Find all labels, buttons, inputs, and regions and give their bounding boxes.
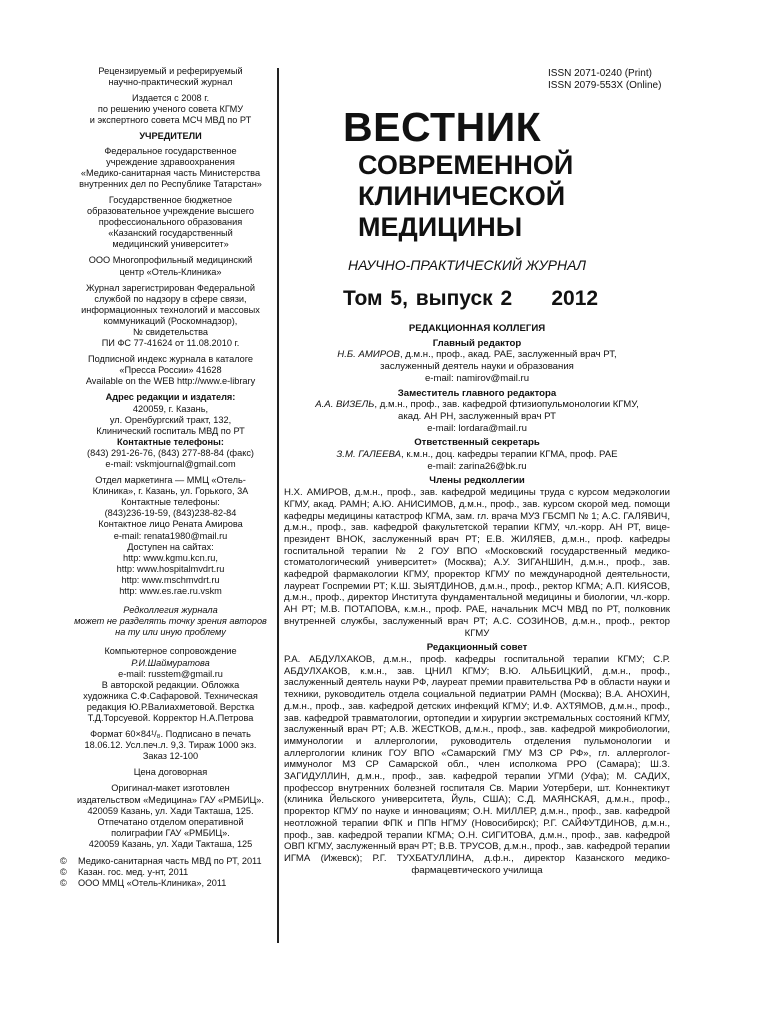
subscription: Подписной индекс журнала в каталоге «Пресса России» 41628 Available on the WEB http://www.e-library xyxy=(85,354,256,387)
disclaimer: Редколлегия журнала может не разделять точку зрения авторов на ту или иную проблему xyxy=(74,605,267,638)
founders-title: УЧРЕДИТЕЛИ xyxy=(139,131,202,142)
journal-title-main: ВЕСТНИК xyxy=(343,104,542,150)
copyrights xyxy=(60,856,283,889)
board-title: РЕДАКЦИОННАЯ КОЛЛЕГИЯ xyxy=(408,323,546,334)
members-list: Н.Х. АМИРОВ, д.м.н., проф., зав. кафедрой медицины труда с курсом медэкологии КГМУ, акад. РАМН; А.Ю. АНИСИМОВ, д.м.н., проф., зав. курсом скорой мед. помощи кафедры медицины катастроф КГМА, зам. гл. врача МУЗ ГБСМП № 1; А.С. ГАЛЯВИЧ, д.м.н., проф., зав. кафедрой факультетской терапии КГМУ, чл.-корр. АН РТ, вице-президент ВНОК, заслуженный врач РТ; Е.В. ЖИЛЯЕВ, д.м.н., проф. кафедры госпитальной терапии № 2 ГОУ ВПО «Московский государственный медико-стоматологический университет» (Москва); А.У. ЗИГАНШИН, д.м.н., проф., зав. кафедрой фармакологии КГМУ, проректор КГМУ по международной деятельности, лауреат Госпремии РТ; К.Ш. ЗЫЯТДИНОВ, д.м.н., проф., ректор КГМА; А.П. КИЯСОВ, д.м.н., проф., директор Института фундаментальной медицины и биологии, чл.-корр. АН РТ; М.В. ПОТАПОВА, к.м.н., проф. РАЕ, начальник МСЧ МВД по РТ, полковник внутренней службы, заслуженный врач РТ; А.С. СОЗИНОВ, д.м.н., проф., ректор КГМУ xyxy=(284,487,670,639)
deputy-email: e-mail: lordara@mail.ru xyxy=(427,422,527,434)
column-divider xyxy=(277,68,279,943)
address-title: Адрес редакции и издателя: xyxy=(105,392,236,403)
left-sidebar xyxy=(58,66,283,889)
phones-title: Контактные телефоны: xyxy=(117,436,224,447)
council-title: Редакционный совет xyxy=(426,642,528,654)
price: Цена договорная xyxy=(133,767,208,778)
founder-3: ООО Многопрофильный медицинский центр «Отель-Клиника» xyxy=(88,255,253,277)
copyright-item: © Медико-санитарная часть МВД по РТ, 2011 xyxy=(60,856,262,866)
volume-issue: Том 5, выпуск 2 2012 xyxy=(343,287,599,310)
journal-subtitle: НАУЧНО-ПРАКТИЧЕСКИЙ ЖУРНАЛ xyxy=(348,257,586,273)
registration: Журнал зарегистрирован Федеральной службой по надзору в сфере связи, информационных технологий и массовых коммуникаций (Роскомнадзор), № свидетельства ПИ ФС 77-41624 от 11.08.2010 г. xyxy=(81,282,260,349)
printing-info: Оригинал-макет изготовлен издательством «Медицина» ГАУ «РМБИЦ». 420059 Казань, ул. Хади Такташа, 125. Отпечатано отделом оперативной полиграфии ГАУ «РМБИЦ». 420059 Казань, ул. Хади Такташа, 125 xyxy=(77,783,264,849)
published-since: Издается с 2008 г. по решению ученого совета КГМУ и экспертного совета МСЧ МВД по РТ xyxy=(89,93,252,126)
editorial-board: РЕДАКЦИОННАЯ КОЛЛЕГИЯ Главный редактор Н.Б. АМИРОВ, д.м.н., проф., акад. РАЕ, заслуженный врач РТ, заслуженный деятель науки и образования e-mail: namirov@mail.ru Заместитель главного редактора А.А. ВИЗЕЛЬ, д.м.н., проф., зав. кафедрой фтизиопульмонологии КГМУ, акад. АН РН, заслуженный врач РТ e-mail: lordara@mail.ru Ответственный секретарь З.М. ГАЛЕЕВА, к.м.н., доц. кафедры терапии КГМА, проф. РАЕ e-mail: zarina26@bk.ru Члены редколлегии Н.Х. АМИРОВ, д.м.н., проф., зав. кафедрой медицины труда с курсом медэкологии КГМУ, акад. РАМН; А.Ю. АНИСИМОВ, д.м.н., проф., зав. курсом скорой мед. помощи кафедры медицины катастроф КГМА, зам. гл. врача МУЗ ГБСМП № 1; А.С. ГАЛЯВИЧ, д.м.н., проф., зав. кафедрой факультетской терапии КГМУ, чл.-корр. АН РТ, вице-президент ВНОК, заслуженный врач РТ; Е.В. ЖИЛЯЕВ, д.м.н., проф. кафедры госпитальной терапии № 2 ГОУ ВПО «Московский государственный медико-стоматологический университет» (Москва); А.У. ЗИГАНШИН, д.м.н., проф., зав. кафедрой фармакологии КГМУ, проректор КГМУ по международной деятельности, лауреат Госпремии РТ; К.Ш. ЗЫЯТДИНОВ, д.м.н., проф., ректор КГМА; А.П. КИЯСОВ, д.м.н., проф., директор Института фундаментальной медицины и биологии, чл.-корр. АН РТ; М.В. ПОТАПОВА, к.м.н., проф. РАЕ, начальник МСЧ МВД по РТ, полковник внутренней службы, заслуженный врач РТ; А.С. СОЗИНОВ, д.м.н., проф., ректор КГМУ Редакционный совет Р.А. АБДУЛХАКОВ, д.м.н., проф. кафедры госпитальной терапии КГМУ; С.Р. АБДУЛХАКОВ, к.м.н., зав. ЦНИЛ КГМУ; В.Ю. АЛЬБИЦКИЙ, д.м.н., проф., заслуженный деятель науки РФ, лауреат премии правительства РФ в области науки и техники, руководитель отдела социальной педиатрии РАМН (Москва); В.А. АНОХИН, д.м.н., проф., зав. кафедрой детских инфекций КГМУ; И.Ф. АХТЯМОВ, д.м.н., проф., зав. кафедрой травматологии, ортопедии и хирургии экстремальных состояний КГМУ, заслуженный врач РТ; А.В. ЖЕСТКОВ, д.м.н., проф., зав. кафедрой микробиологии, иммунологии и аллергологии, руководитель отделения пульмонологии и аллергологии клиник ГОУ ВПО «Самарский ГМУ МЗ СР РФ», гл. аллерголог-иммунолог МЗ СР Самарской обл., член исполкома РРО (Самара); Ш.З. ЗАГИДУЛЛИН, д.м.н., проф., зав. кафедрой терапии УГМИ (Уфа); М. САДИХ, профессор внутренних болезней госпиталя Св. Марии Уотербери, шт. Коннектикут (клиника Йельского университета, Йуль, США); С.Д. МАЯНСКАЯ, д.м.н., проф., проректор КГМУ по науке и инновациям; О.Н. МИЛЛЕР, д.м.н., проф., зав. кафедрой неотложной терапии ФПК и ППв НГМУ (Новосибирск); Р.Г. САЙФУТДИНОВ, д.м.н., проф., зав. кафедрой терапии КГМА; О.Н. СИГИТОВА, д.м.н., проф., зав. кафедрой ОВП КГМУ, заслуженный врач РТ; В.В. ТРУСОВ, д.м.н., проф., зав. кафедрой терапии ИГМА (Ижевск); Р.Г. ТУХБАТУЛЛИНА, д.ф.н., директор Казанского медико-фармацевтического училища xyxy=(284,323,670,876)
copyright-item: © Казан. гос. мед. у-нт, 2011 xyxy=(60,867,189,878)
deputy-editor: А.А. ВИЗЕЛЬ, д.м.н., проф., зав. кафедрой фтизиопульмонологии КГМУ, xyxy=(315,399,639,411)
members-title: Члены редколлегии xyxy=(429,475,525,487)
journal-title-sub: СОВРЕМЕННОЙ КЛИНИЧЕСКОЙ МЕДИЦИНЫ xyxy=(358,150,574,242)
deputy-editor-title: Заместитель главного редактора xyxy=(397,387,557,399)
secretary-email: e-mail: zarina26@bk.ru xyxy=(427,460,527,472)
sites-title: Доступен на сайтах: xyxy=(127,541,214,552)
address: Адрес редакции и издателя: 420059, г. Казань, ул. Оренбургский тракт, 132, Клинический госпиталь МВД по РТ Контактные телефоны: (843) 291-26-76, (843) 277-88-84 (факс) e-mail: vskmjournal@gmail.com xyxy=(87,392,254,469)
journal-intro: Рецензируемый и реферируемый научно-практический журнал xyxy=(98,66,243,88)
secretary: З.М. ГАЛЕЕВА, к.м.н., доц. кафедры терапии КГМА, проф. РАЕ xyxy=(336,449,618,461)
print-format: Формат 60×84¹/₈. Подписано в печать 18.06.12. Усл.печ.л. 9,3. Тираж 1000 экз. Заказ 12-100 xyxy=(84,729,257,762)
founder-1: Федеральное государственное учреждение здравоохранения «Медико-санитарная часть Министерства внутренних дел по Республике Татарстан» xyxy=(79,145,262,189)
marketing: Отдел маркетинга — ММЦ «Отель- Клиника», г. Казань, ул. Горького, 3А Контактные телефоны: (843)236-19-59, (843)238-82-84 Контактное лицо Рената Амирова e-mail: renata1980@mail.ru Доступен на сайтах: http: www.kgmu.kcn.ru, http: www.hospitalmvdrt.ru http: www.mschmvdrt.ru http: www.es.rae.ru.vskm xyxy=(92,475,249,597)
chief-editor: Н.Б. АМИРОВ, д.м.н., проф., акад. РАЕ, заслуженный врач РТ, xyxy=(337,349,617,361)
year: 2012 xyxy=(551,287,599,310)
founder-2: Государственное бюджетное образовательное учреждение высшего профессионального образования «Казанский государственный медицинский университет» xyxy=(86,194,255,250)
copyright-item: © ООО ММЦ «Отель-Клиника», 2011 xyxy=(60,878,227,889)
chief-editor-title: Главный редактор xyxy=(432,337,522,349)
issn-block: ISSN 2071-0240 (Print) ISSN 2079-553X (Online) xyxy=(548,68,662,91)
production-credits: Компьютерное сопровождение Р.И.Шаймуратова e-mail: russtem@gmail.ru В авторской редакции. Обложка художника С.Ф.Сафаровой. Техническая редакция Ю.Р.Валиахметовой. Верстка Т.Д.Торсуевой. Корректор Н.А.Петрова xyxy=(83,646,258,723)
chief-email: e-mail: namirov@mail.ru xyxy=(424,372,530,384)
secretary-title: Ответственный секретарь xyxy=(414,437,540,449)
council-list: Р.А. АБДУЛХАКОВ, д.м.н., проф. кафедры госпитальной терапии КГМУ; С.Р. АБДУЛХАКОВ, к.м.н., зав. ЦНИЛ КГМУ; В.Ю. АЛЬБИЦКИЙ, д.м.н., проф., заслуженный деятель науки РФ, лауреат премии правительства РФ в области науки и техники, руководитель отдела социальной педиатрии РАМН (Москва); В.А. АНОХИН, д.м.н., проф., зав. кафедрой детских инфекций КГМУ; И.Ф. АХТЯМОВ, д.м.н., проф., зав. кафедрой травматологии, ортопедии и хирургии экстремальных состояний КГМУ, заслуженный врач РТ; А.В. ЖЕСТКОВ, д.м.н., проф., зав. кафедрой микробиологии, иммунологии и аллергологии, руководитель отделения пульмонологии и аллергологии клиник ГОУ ВПО «Самарский ГМУ МЗ СР РФ», гл. аллерголог-иммунолог МЗ СР Самарской обл., член исполкома РРО (Самара); Ш.З. ЗАГИДУЛЛИН, д.м.н., проф., зав. кафедрой терапии УГМИ (Уфа); М. САДИХ, профессор внутренних болезней госпиталя Св. Марии Уотербери, шт. Коннектикут (клиника Йельского университета, Йуль, США); С.Д. МАЯНСКАЯ, д.м.н., проф., проректор КГМУ по науке и инновациям; О.Н. МИЛЛЕР, д.м.н., проф., зав. кафедрой неотложной терапии ФПК и ППв НГМУ (Новосибирск); Р.Г. САЙФУТДИНОВ, д.м.н., проф., зав. кафедрой терапии КГМА; О.Н. СИГИТОВА, д.м.н., проф., зав. кафедрой ОВП КГМУ, заслуженный врач РТ; В.В. ТРУСОВ, д.м.н., проф., зав. кафедрой терапии ИГМА (Ижевск); Р.Г. ТУХБАТУЛЛИНА, д.ф.н., директор Казанского медико-фармацевтического училища xyxy=(284,653,670,876)
